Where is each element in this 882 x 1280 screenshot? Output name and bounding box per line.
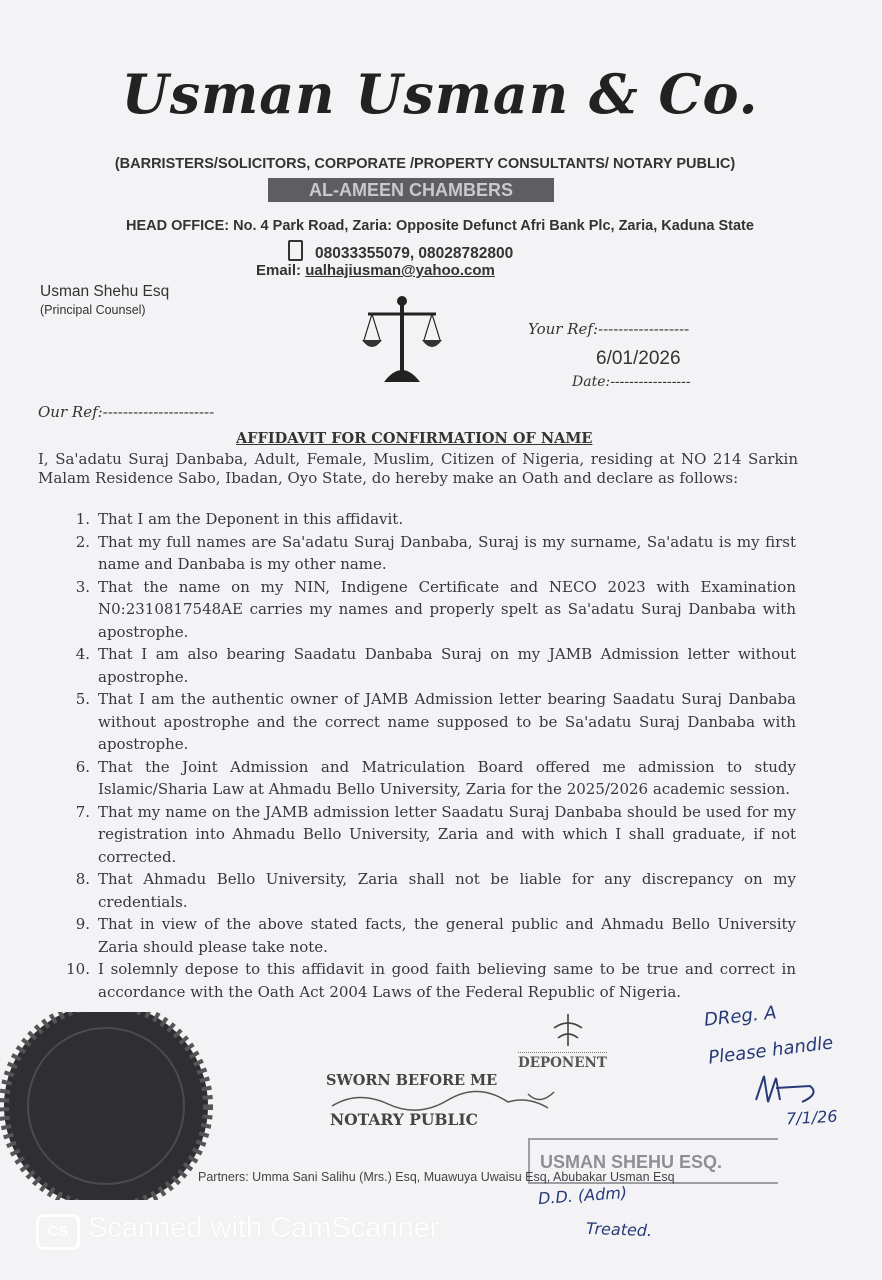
paragraph-item: 9. That in view of the above stated facts, the general public and Ahmadu Bello University Zaria should please take note. — [75, 915, 796, 956]
counsel-role: (Principal Counsel) — [40, 303, 146, 317]
date-label: Date:----------------- — [572, 374, 691, 390]
counsel-name: Usman Shehu Esq — [40, 283, 170, 300]
scales-of-justice-icon — [362, 292, 442, 384]
paragraph-item: 7. That my name on the JAMB admission letter Saadatu Suraj Danbaba should be used for my registration into Ahmadu Bello University, Zaria and with which I shall graduate, if not corrected. — [75, 802, 796, 866]
our-ref: Our Ref:---------------------- — [38, 403, 215, 421]
notary-public-label: NOTARY PUBLIC — [330, 1110, 479, 1129]
paragraph-item: 2. That my full names are Sa'adatu Suraj Danbaba, Suraj is my surname, Sa'adatu is my first name and Danbaba is my other name. — [75, 532, 796, 573]
camscanner-watermark: Scanned with CamScanner — [88, 1212, 440, 1244]
phone-numbers: 08033355079, 08028782800 — [315, 245, 514, 262]
date-value: 6/01/2026 — [596, 348, 681, 369]
handwritten-initials-icon — [750, 1070, 830, 1110]
camscanner-logo: CS — [36, 1214, 80, 1250]
head-office-address: HEAD OFFICE: No. 4 Park Road, Zaria: Opposite Defunct Afri Bank Plc, Zaria, Kaduna State — [126, 218, 754, 234]
affidavit-intro: I, Sa'adatu Suraj Danbaba, Adult, Female, Muslim, Citizen of Nigeria, residing at NO 214 Sarkin Malam Residence Sabo, Ibadan, Oyo State, do hereby make an Oath and declare as follows: — [38, 450, 798, 487]
notary-stamp: USMAN SHEHU ESQ. — [528, 1138, 778, 1184]
deponent-label: DEPONENT — [518, 1052, 607, 1071]
sworn-before-label: SWORN BEFORE ME — [326, 1072, 498, 1089]
paragraph-item: 10. I solemnly depose to this affidavit in good faith believing same to be true and correct in accordance with the Oath Act 2004 Laws of the Federal Republic of Nigeria. — [66, 960, 796, 1001]
partners-footer: Partners: Umma Sani Salihu (Mrs.) Esq, Muawuya Uwaisu Esq, Abubakar Usman Esq — [198, 1170, 675, 1184]
handwritten-note: Please handle — [707, 1032, 835, 1069]
handwritten-date: 7/1/26 — [785, 1106, 838, 1129]
chambers-banner: AL-AMEEN CHAMBERS — [268, 178, 554, 202]
affidavit-title: AFFIDAVIT FOR CONFIRMATION OF NAME — [236, 430, 593, 447]
firm-name-logo: Usman Usman & Co. — [121, 62, 759, 126]
paragraph-item: 5. That I am the authentic owner of JAMB Admission letter bearing Saadatu Suraj Danbaba without apostrophe and the correct name supposed to be Sa'adatu Suraj Danbaba with apostrophe. — [75, 690, 796, 753]
your-ref: Your Ref:------------------ — [528, 320, 690, 338]
email-address: ualhajiusman@yahoo.com — [305, 262, 495, 279]
notary-seal-icon — [0, 1012, 226, 1200]
paragraph-item: 8. That Ahmadu Bello University, Zaria shall not be liable for any discrepancy on my credentials. — [75, 870, 796, 911]
email-row — [256, 262, 495, 279]
affidavit-paragraphs — [44, 508, 804, 1003]
firm-services: (BARRISTERS/SOLICITORS, CORPORATE /PROPERTY CONSULTANTS/ NOTARY PUBLIC) — [114, 156, 736, 172]
email-label: Email: — [256, 262, 302, 279]
handwritten-note: D.D. (Adm) — [537, 1182, 628, 1209]
paragraph-item: 3. That the name on my NIN, Indigene Certificate and NECO 2023 with Examination N0:2310817548AE carries my names and properly spelt as Sa'adatu Suraj Danbaba with apostrophe. — [75, 577, 796, 641]
paragraph-item: 6. That the Joint Admission and Matriculation Board offered me admission to study Islamic/Sharia Law at Ahmadu Bello University, Zaria for the 2025/2026 academic session. — [75, 757, 796, 798]
handwritten-note: Treated. — [585, 1218, 653, 1241]
paragraph-item: 1. That I am the Deponent in this affidavit. — [75, 510, 404, 528]
paragraph-item: 4. That I am also bearing Saadatu Danbaba Suraj on my JAMB Admission letter without apostrophe. — [75, 645, 796, 686]
phone-row — [288, 240, 513, 263]
deponent-signature-icon — [548, 1010, 588, 1050]
handwritten-note: DReg. A — [703, 1002, 778, 1031]
phone-icon — [288, 240, 303, 261]
